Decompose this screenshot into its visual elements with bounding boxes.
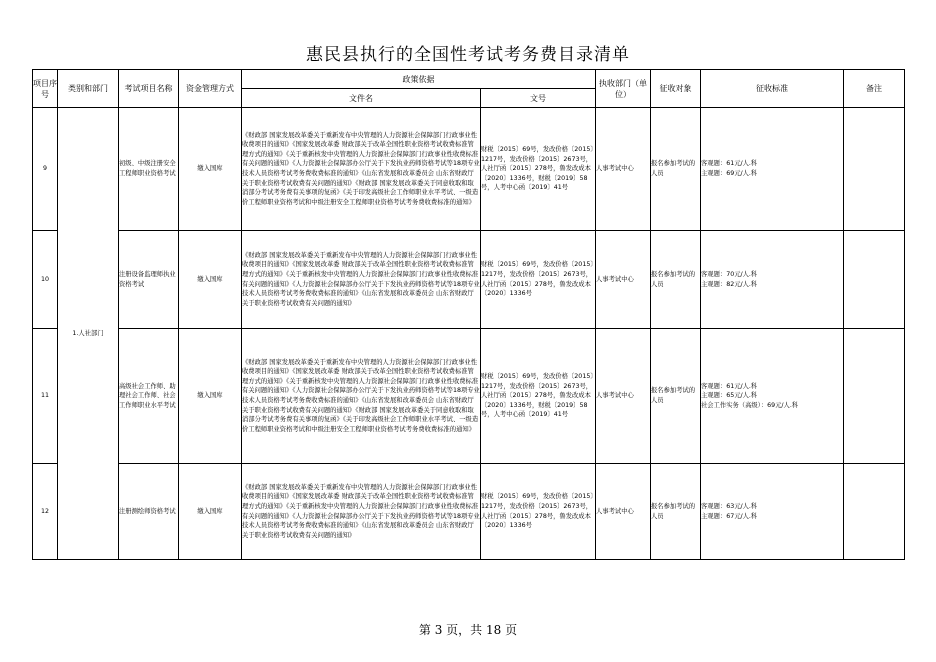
- header-standard: 征收标准: [701, 70, 844, 108]
- row-dept: 人事考试中心: [596, 231, 651, 329]
- row-fund-mgmt: 缴入国库: [179, 464, 242, 560]
- row-fund-mgmt: 缴入国库: [179, 329, 242, 464]
- row-item-name: 初级、中级注册安全工程师职业资格考试: [119, 108, 179, 231]
- row-doc-name: 《财政部 国家发展改革委关于重新发布中央管理的人力资源社会保障部门行政事业性收费项目的通知》《国家发展改革委 财政部关于改革全国性职业资格考试收费标准管理方式的通知》《关于重新核发中央管理的人力资源社会保障部门行政事业性收费标准有关问题的通知》《人力资源社会保障部办公厅关于下发执业药师资格考试等18项专业技术人员资格考试考务费收费标准的通知》《山东省发展和改革委员会 山东省财政厅关于职业资格考试收费有关问题的通知》《财政部 国家发展改革委关于同意收取和取消部分考试考务费有关事项的复函》《关于印发高级社会工作师职业水平考试、一级造价工程师职业资格考试和中级注册安全工程师职业资格考试考务费收费标准的通知》: [242, 329, 481, 464]
- fee-table: [32, 69, 905, 560]
- row-item-name: 注册设备监理师执业资格考试: [119, 231, 179, 329]
- table-row: [33, 108, 905, 231]
- standard-line: 客观题：61元/人.科: [701, 160, 758, 168]
- page-title: 惠民县执行的全国性考试考务费目录清单: [306, 45, 630, 65]
- row-seq: 10: [33, 231, 58, 329]
- header-target: 征收对象: [651, 70, 701, 108]
- row-remark: [844, 329, 905, 464]
- standard-line: 社会工作实务（高级）：69元/人.科: [701, 401, 799, 409]
- row-item-name: 高级社会工作师、助理社会工作师、社会工作师职业水平考试: [119, 329, 179, 464]
- standard-line: 主观题：69元/人.科: [701, 170, 758, 177]
- row-fund-mgmt: 缴入国库: [179, 231, 242, 329]
- row-fund-mgmt: 缴入国库: [179, 108, 242, 231]
- header-remark: 备注: [844, 70, 905, 108]
- row-dept: 人事考试中心: [596, 464, 651, 560]
- row-target: 报名参加考试的人员: [651, 231, 701, 329]
- row-seq: 9: [33, 108, 58, 231]
- row-standard: [701, 464, 844, 560]
- row-doc-no: 财税〔2015〕69号，发改价格〔2015〕1217号，发改价格〔2015〕2673号，人社厅函〔2015〕278号，鲁发改成本〔2020〕1336号: [481, 231, 596, 329]
- header-category: 类别和部门: [58, 70, 119, 108]
- row-standard: [701, 108, 844, 231]
- row-doc-name: 《财政部 国家发展改革委关于重新发布中央管理的人力资源社会保障部门行政事业性收费项目的通知》《国家发展改革委 财政部关于改革全国性职业资格考试收费标准管理方式的通知》《关于重新核发中央管理的人力资源社会保障部门行政事业性收费标准有关问题的通知》《人力资源社会保障部办公厅关于下发执业药师资格考试等18项专业技术人员资格考试考务费收费标准的通知》《山东省发展和改革委员会 山东省财政厅关于职业资格考试收费有关问题的通知》: [242, 464, 481, 560]
- standard-line: 主观题：82元/人.科: [701, 280, 758, 288]
- header-fund-mgmt: 资金管理方式: [179, 70, 242, 108]
- row-remark: [844, 108, 905, 231]
- row-target: 报名参加考试的人员: [651, 329, 701, 464]
- header-doc-no: 文号: [481, 89, 596, 108]
- table-row: [33, 231, 905, 329]
- table-row: [33, 329, 905, 464]
- header-policy: 政策依据: [242, 70, 596, 89]
- standard-line: 主观题：65元/人.科: [701, 392, 758, 400]
- standard-line: 客观题：61元/人.科: [701, 382, 758, 390]
- row-dept: 人事考试中心: [596, 329, 651, 464]
- standard-line: 客观题：63元/人.科: [701, 502, 758, 510]
- row-standard: [701, 329, 844, 464]
- row-standard: [701, 231, 844, 329]
- row-doc-name: 《财政部 国家发展改革委关于重新发布中央管理的人力资源社会保障部门行政事业性收费项目的通知》《国家发展改革委 财政部关于改革全国性职业资格考试收费标准管理方式的通知》《关于重新核发中央管理的人力资源社会保障部门行政事业性收费标准有关问题的通知》《人力资源社会保障部办公厅关于下发执业药师资格考试等18项专业技术人员资格考试考务费收费标准的通知》《山东省发展和改革委员会 山东省财政厅关于职业资格考试收费有关问题的通知》《财政部 国家发展改革委关于同意收取和取消部分考试考务费有关事项的复函》《关于印发高级社会工作师职业水平考试、一级造价工程师职业资格考试和中级注册安全工程师职业资格考试考务费收费标准的通知》: [242, 108, 481, 231]
- row-doc-no: 财税〔2015〕69号，发改价格〔2015〕1217号，发改价格〔2015〕2673号，人社厅函〔2015〕278号，鲁发改成本〔2020〕1336号，财税〔2019〕58号，人考中心函〔2019〕41号: [481, 329, 596, 464]
- row-doc-no: 财税〔2015〕69号，发改价格〔2015〕1217号，发改价格〔2015〕2673号，人社厅函〔2015〕278号，鲁发改成本〔2020〕1336号: [481, 464, 596, 560]
- row-remark: [844, 464, 905, 560]
- row-doc-name: 《财政部 国家发展改革委关于重新发布中央管理的人力资源社会保障部门行政事业性收费项目的通知》《国家发展改革委 财政部关于改革全国性职业资格考试收费标准管理方式的通知》《关于重新核发中央管理的人力资源社会保障部门行政事业性收费标准有关问题的通知》《人力资源社会保障部办公厅关于下发执业药师资格考试等18项专业技术人员资格考试考务费收费标准的通知》《山东省发展和改革委员会 山东省财政厅关于职业资格考试收费有关问题的通知》: [242, 231, 481, 329]
- row-seq: 12: [33, 464, 58, 560]
- header-item-name: 考试项目名称: [119, 70, 179, 108]
- row-dept: 人事考试中心: [596, 108, 651, 231]
- category-cell: 1.人社部门: [58, 108, 119, 560]
- row-seq: 11: [33, 329, 58, 464]
- table-row: [33, 464, 905, 560]
- row-target: 报名参加考试的人员: [651, 108, 701, 231]
- row-target: 报名参加考试的人员: [651, 464, 701, 560]
- row-remark: [844, 231, 905, 329]
- header-seq: 项目序号: [33, 70, 58, 108]
- header-dept: 执收部门（单位）: [596, 70, 651, 108]
- page-footer: 第 3 页，共 18 页: [418, 623, 518, 637]
- row-doc-no: 财税〔2015〕69号，发改价格〔2015〕1217号，发改价格〔2015〕2673号，人社厅函〔2015〕278号，鲁发改成本〔2020〕1336号，财税〔2019〕58号，人考中心函〔2019〕41号: [481, 108, 596, 231]
- standard-line: 主观题：67元/人.科: [701, 512, 758, 520]
- header-doc-name: 文件名: [242, 89, 481, 108]
- standard-line: 客观题：70元/人.科: [701, 270, 758, 278]
- row-item-name: 注册测绘师资格考试: [119, 464, 179, 560]
